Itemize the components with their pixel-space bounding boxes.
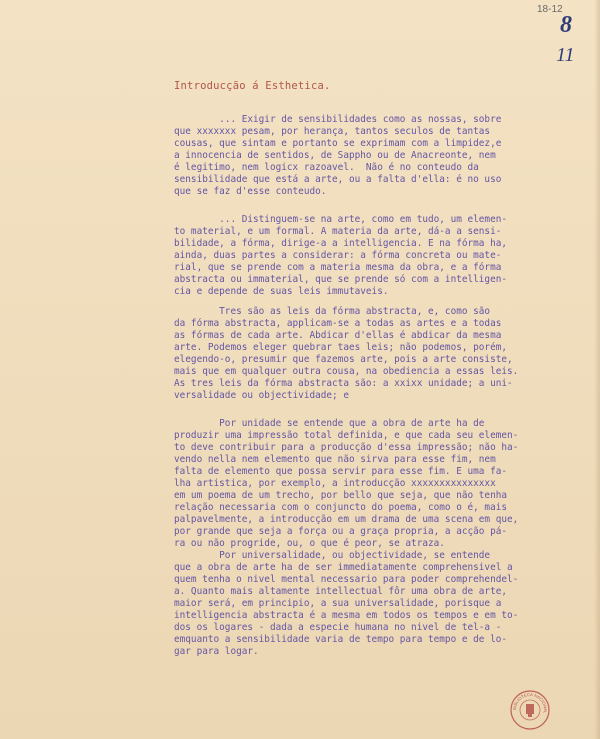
archive-reference: 18-12	[537, 4, 563, 15]
document-title: Introducção á Esthetica.	[174, 80, 331, 92]
paragraph-universalidade: Por universalidade, ou objectividade, se entende que a obra de arte ha de ser immediatamente comprehensivel a quem tenha o nivel mental necessario para poder comprehendel- a. Quanto mais altamente intellectual fôr uma obra de arte, maior será, em principio, a sua universalidade, porisque a intelligencia abstracta é a mesma em todos os tempos e em to- dos os logares - dada a especie humana no nivel de tel-a - emquanto a sensibilidade varia de tempo para tempo e de lo- gar para logar.	[174, 550, 519, 657]
paragraph-tres-leis: Tres são as leis da fórma abstracta, e, como são da fórma abstracta, applicam-se a todas as artes e a todas as fórmas de cada arte. Abdicar d'ellas é abdicar da mesma arte. Podemos eleger quebrar taes leis; não podemos, porém, elegendo-o, presumir que fazemos arte, pois a arte consiste, mais que em qualquer outra cousa, na obediencia a essas leis. As tres leis da fórma abstracta são: a xxixx unidade; a uni- versalidade ou objectividade; e	[174, 306, 519, 401]
folio-number-main: 8	[560, 12, 572, 38]
paragraph-sensibilidade: ... Exigir de sensibilidades como as nossas, sobre que xxxxxxx pesam, por herança, tantos seculos de tantas cousas, que sintam e portanto se exprimam com a limpidez,e a innocencia de sentidos, de Sappho ou de Anacreonte, nem é legitimo, nem logicx razoavel. Não é no conteudo da sensibilidade que está a arte, ou a falta d'ella: é no uso que se faz d'esse conteudo.	[174, 114, 502, 197]
stamp-text: BIBLIOTECA NACIONAL	[511, 691, 549, 714]
paragraph-unidade: Por unidade se entende que a obra de arte ha de produzir uma impressão total definida, e que cada seu elemen- to deve contribuir para a producção d'essa impressão; não ha- vendo nella nem elemento que não sirva para esse fim, nem falta de elemento que possa servir para esse fim. E uma fa- lha artistica, por exemplo, a introducção xxxxxxxxxxxxxxx em um poema de um trecho, por bello que seja, que não tenha relação necessaria com o conjuncto do poema, como o é, mais palpavelmente, a introducção em um drama de uma scena em que, por grande que seja a força ou a graça propria, a acção pá- ra ou não progride, ou, o que é peor, se atraza.	[174, 418, 519, 549]
page-edge-shadow	[594, 0, 600, 739]
paragraph-materia-forma: ... Distinguem-se na arte, como em tudo, um elemen- to material, e um formal. A materia da arte, dá-a a sensi- bilidade, a fórma, dirige-a a intelligencia. E na fórma ha, ainda, duas partes a considerar: a fórma concreta ou mate- rial, que se prende com a materia mesma da obra, e a fórma abstracta ou immaterial, que se prende só com a intelligen- cia e depende de suas leis immutaveis.	[174, 214, 508, 297]
folio-number-secondary: 11	[556, 44, 575, 66]
library-stamp	[509, 689, 551, 731]
